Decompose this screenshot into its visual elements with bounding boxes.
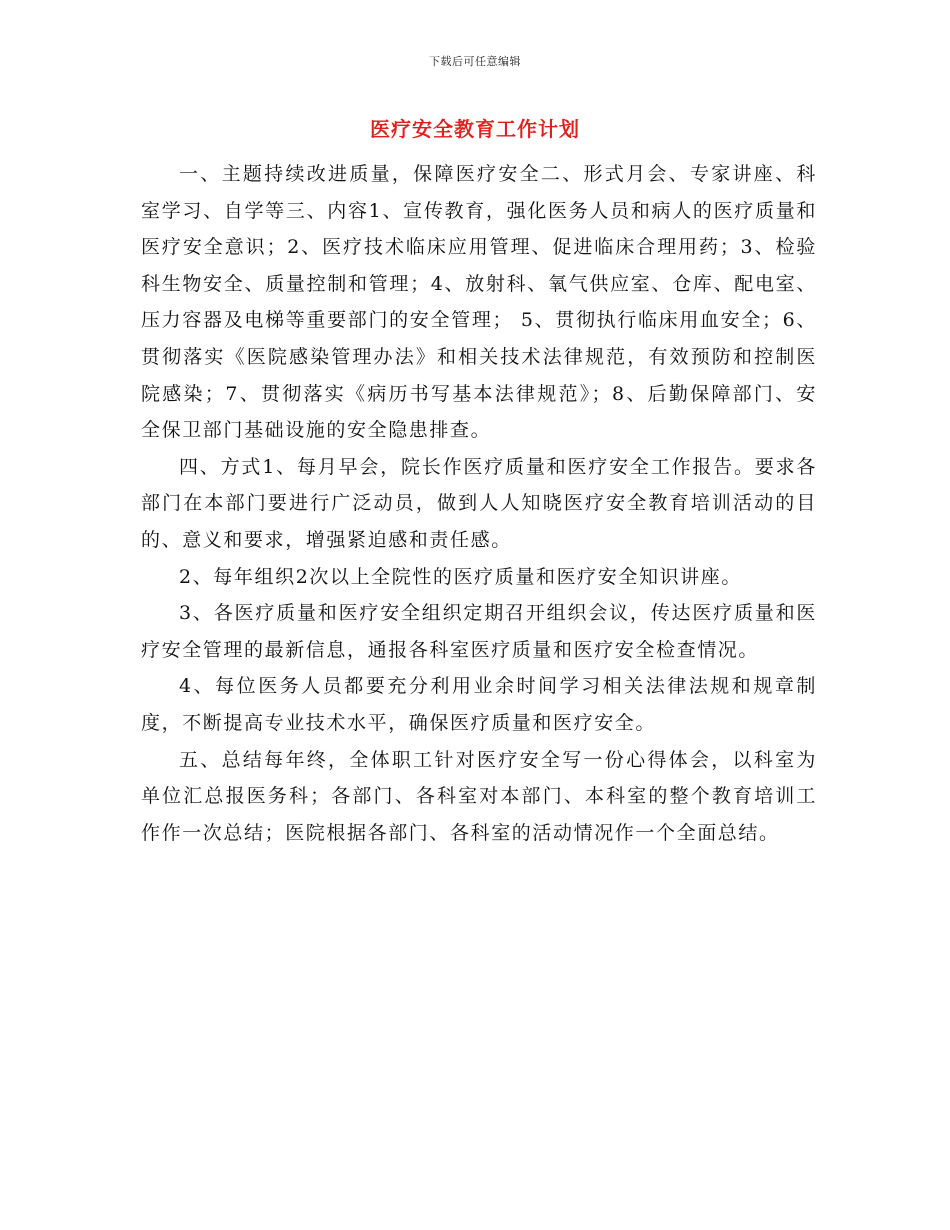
paragraph-annual-lectures: 2、每年组织2次以上全院性的医疗质量和医疗安全知识讲座。 bbox=[179, 565, 742, 588]
paragraph-summary: 五、总结每年终，全体职工针对医疗安全写一份心得体会，以科室为单位汇总报医务科；各部门、各科室对本部门、本科室的整个教育培训工作作一次总结；医院根据各部门、各科室的活动情况作一个全面总结。 bbox=[141, 748, 817, 844]
paragraph-regular-meetings: 3、各医疗质量和医疗安全组织定期召开组织会议，传达医疗质量和医疗安全管理的最新信息，通报各科室医疗质量和医疗安全检查情况。 bbox=[141, 602, 817, 661]
document-body bbox=[141, 156, 817, 851]
header-note: 下载后可任意编辑 bbox=[429, 55, 521, 68]
document-title: 医疗安全教育工作计划 bbox=[370, 117, 580, 141]
paragraph-method-monthly-meeting: 四、方式1、每月早会，院长作医疗质量和医疗安全工作报告。要求各部门在本部门要进行广泛动员，做到人人知晓医疗安全教育培训活动的目的、意义和要求，增强紧迫感和责任感。 bbox=[141, 455, 817, 551]
paragraph-topic-form-content: 一、主题持续改进质量，保障医疗安全二、形式月会、专家讲座、科室学习、自学等三、内容1、宣传教育，强化医务人员和病人的医疗质量和医疗安全意识；2、医疗技术临床应用管理、促进临床合理用药；3、检验科生物安全、质量控制和管理；4、放射科、氧气供应室、仓库、配电室、压力容器及电梯等重要部门的安全管理； 5、贯彻执行临床用血安全；6、贯彻落实《医院感染管理办法》和相关技术法律规范，有效预防和控制医院感染；7、贯彻落实《病历书写基本法律规范》；8、后勤保障部门、安全保卫部门基础设施的安全隐患排查。 bbox=[141, 163, 817, 442]
paragraph-self-study: 4、每位医务人员都要充分利用业余时间学习相关法律法规和规章制度，不断提高专业技术水平，确保医疗质量和医疗安全。 bbox=[141, 675, 817, 734]
